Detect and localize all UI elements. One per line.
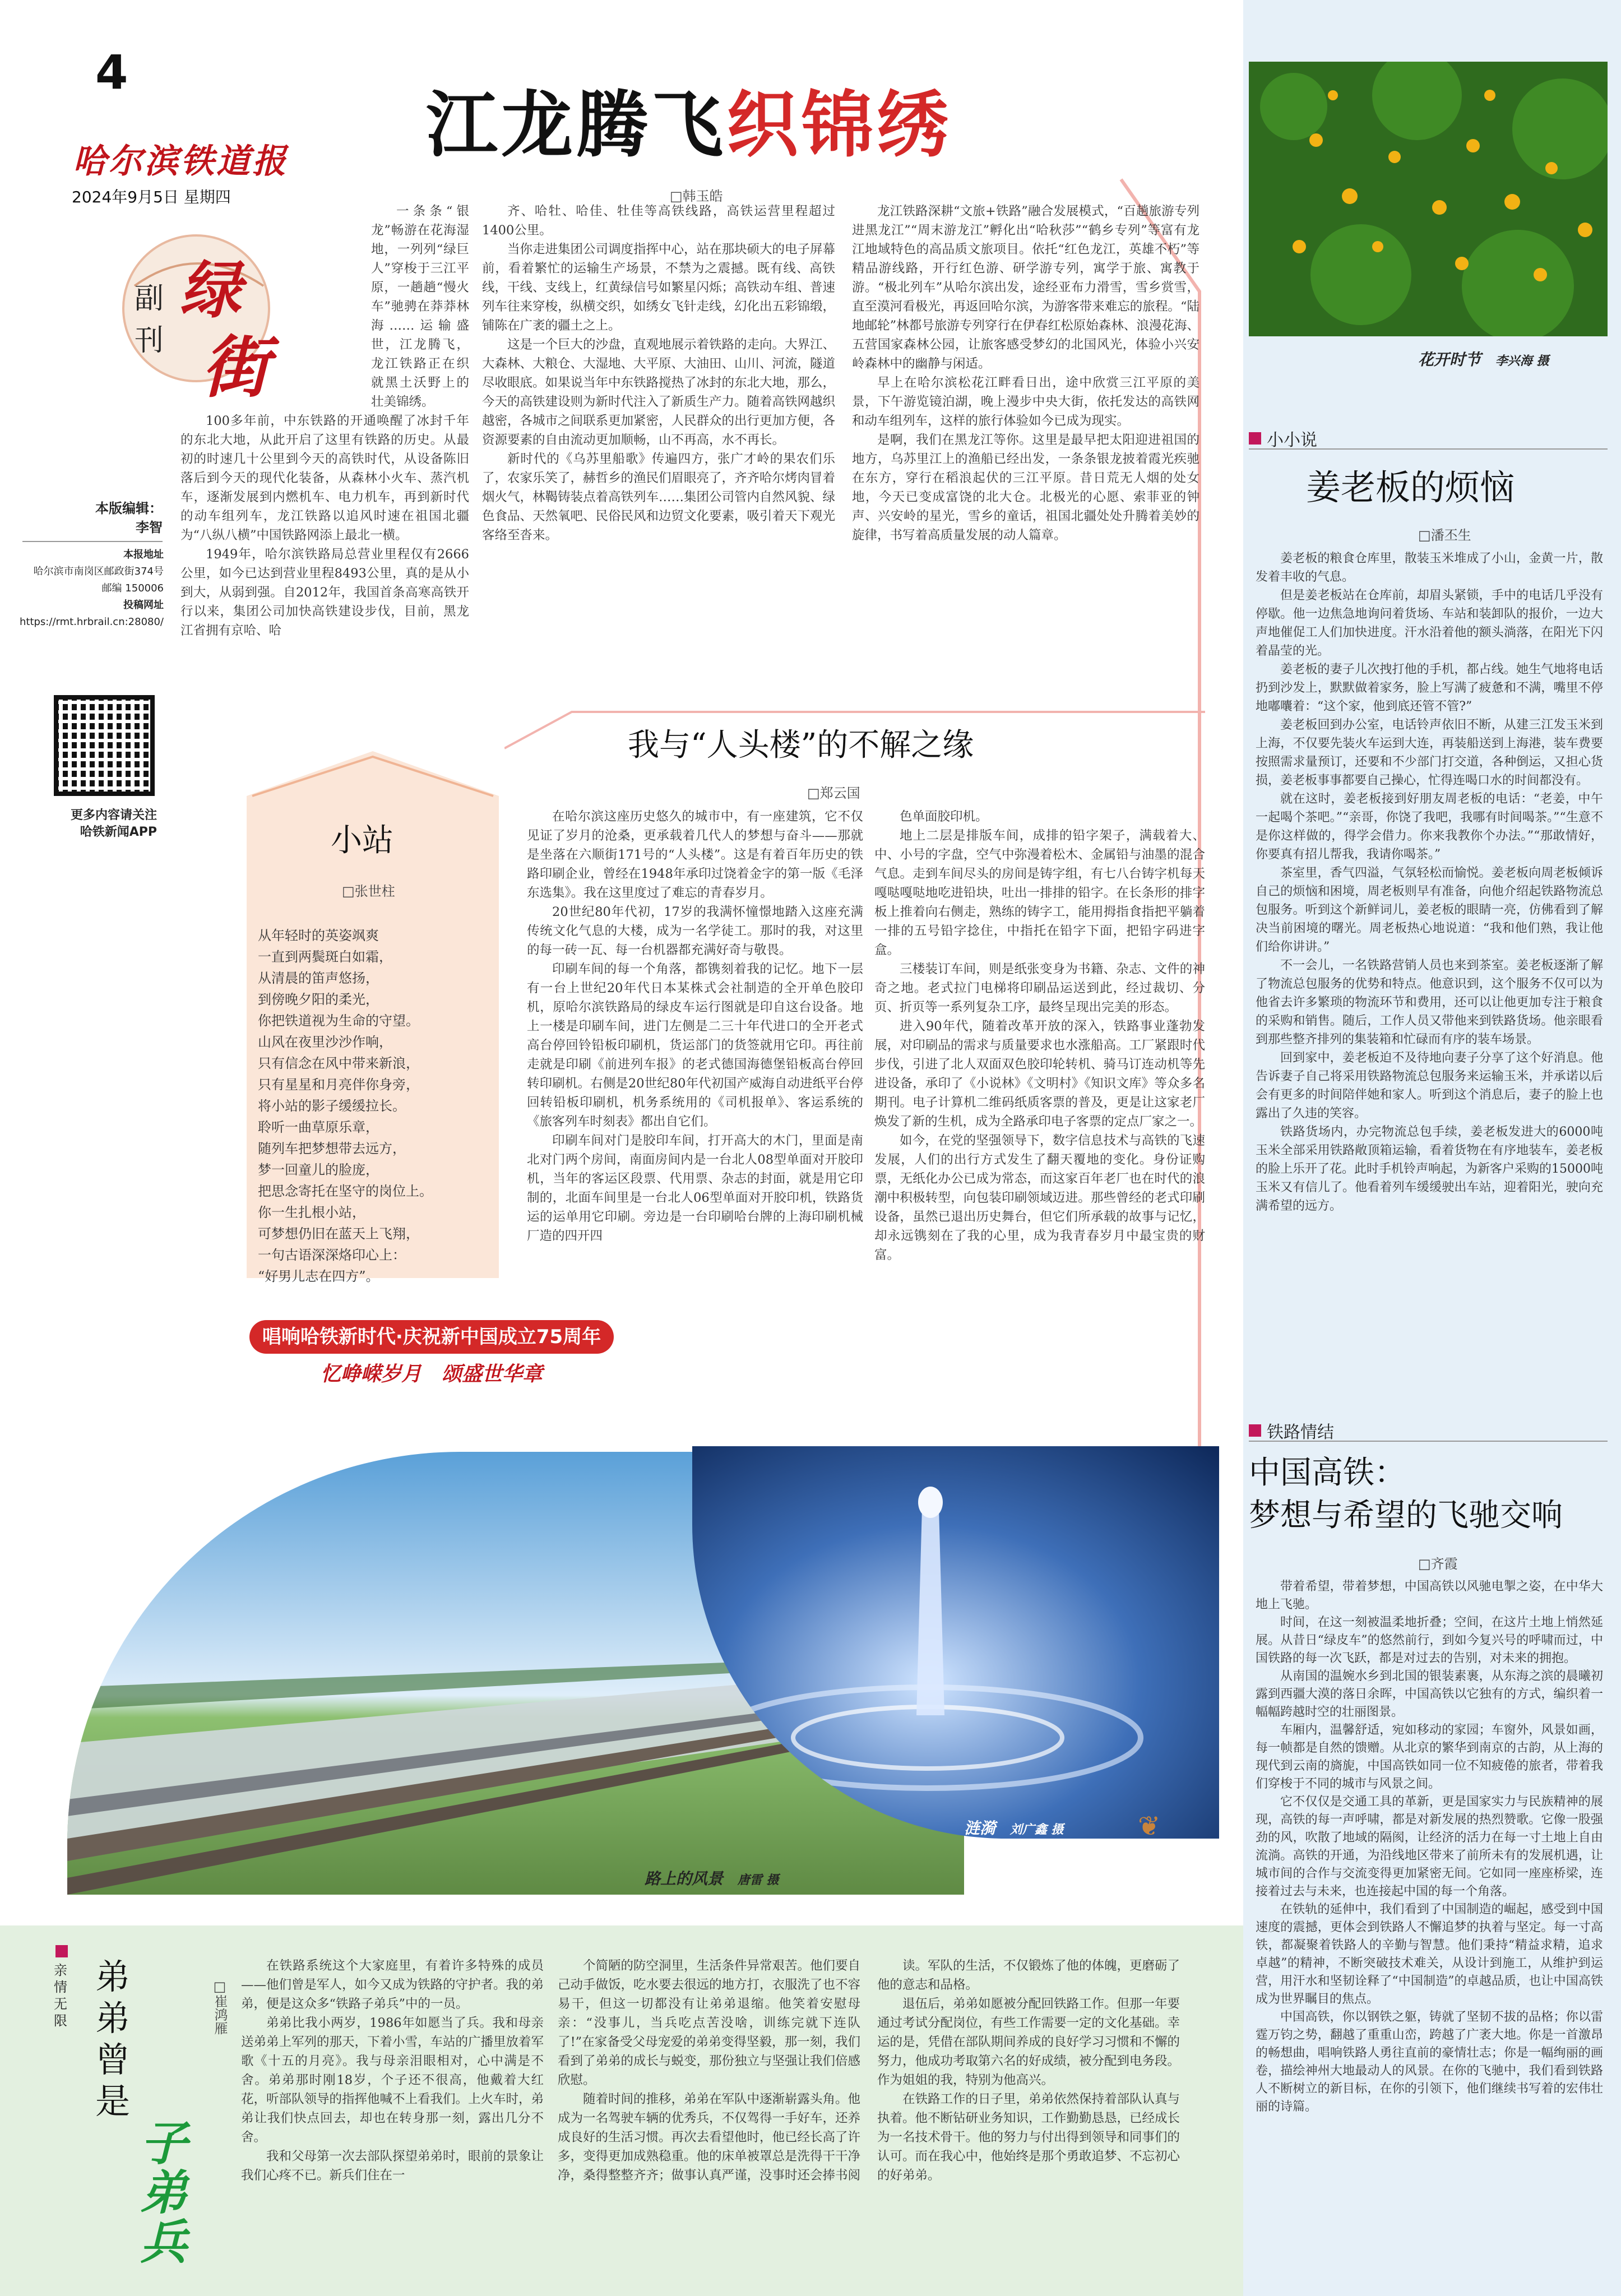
- jiang-body: [1256, 549, 1603, 1215]
- brother-col-2: [558, 1956, 860, 2185]
- brother-col-1: [241, 1956, 544, 2185]
- poem-title: 小站: [331, 822, 393, 859]
- banner-line-1: 唱响哈铁新时代·庆祝新中国成立75周年: [249, 1320, 614, 1354]
- paragraph: 进入90年代，随着改革开放的深入，铁路事业蓬勃发展，对印刷品的需求与质量要求也水涨船高。工厂紧跟时代步伐，引进了北人双面双色胶印轮转机、骑马订连动机等先进设备，承印了《小说林》《文明村》《知识文库》等众多名期刊。电子计算机二维码纸质客票的普及，更是让这家老厂焕发了新的生机，成为全路承印电子客票的定点厂家之一。: [874, 1019, 1205, 1129]
- section-label-jie: 街: [202, 328, 269, 407]
- brother-title-char: 弟: [95, 1956, 131, 1997]
- tag-square-icon: [55, 1945, 68, 1957]
- rail-photo-caption: [645, 1867, 779, 1889]
- paragraph: 色单面胶印机。: [900, 809, 988, 824]
- section-label-fu: 副: [135, 282, 164, 316]
- brother-title-char: 兵: [140, 2214, 188, 2270]
- address-line: 本报地址: [123, 549, 164, 561]
- paragraph: 带着希望，带着梦想，中国高铁以风驰电掣之姿，在中华大地上飞驰。: [1256, 1580, 1603, 1612]
- poem-line: 山风在夜里沙沙作响，: [258, 1034, 392, 1050]
- brother-title-char: 子: [140, 2116, 188, 2171]
- brother-tag: [54, 1945, 70, 2029]
- splash-caption-author: 刘广鑫 摄: [1009, 1823, 1064, 1837]
- poem-line: “好男儿志在四方”。: [258, 1269, 379, 1284]
- splash-caption-title: 涟漪: [964, 1819, 996, 1837]
- poem-line: 只有星星和月亮伴你身旁，: [258, 1077, 419, 1093]
- poem-line: 聆听一曲草原乐章，: [258, 1119, 379, 1135]
- tag-square-icon: [1249, 432, 1261, 445]
- gaotie-title-line: 中国高铁：: [1249, 1455, 1406, 1491]
- brother-byline: □崔鸿雁: [212, 1979, 228, 2035]
- poem-body: [258, 925, 493, 1287]
- paragraph: 1949年，哈尔滨铁路局总营业里程仅有2666公里，如今已达到营业里程8493公里，真的是从小到大，从弱到强。自2012年，我国首条高寒高铁开行以来，集团公司加快高铁建设步伐，目前，黑龙江省拥有京哈、哈: [180, 547, 469, 638]
- title-red: 织锦绣: [726, 83, 952, 167]
- paragraph: 地上二层是排版车间，成排的铅字架子，满载着大、中、小号的字盘，空气中弥漫着松木、金属铅与油墨的混合气息。走到车间尽头的房间是铸字组，有七八台铸字机每天嘎哒嘎哒地吃进铅块，吐出一排排的铅字。在长条形的排字板上推着向右侧走，熟练的铸字工，能用拇指食指把平躺着一排的五号铅字捻住，中指托在铅字下面，把铅字码进字盒。: [874, 828, 1205, 957]
- poem-line: 你把铁道视为生命的守望。: [258, 1013, 419, 1029]
- paragraph: 在铁路系统这个大家庭里，有着许多特殊的成员——他们曾是军人，如今又成为铁路的守护者。我的弟弟，便是这众多“铁路子弟兵”中的一员。: [241, 1959, 544, 2011]
- poem-line: 只有信念在风中带来新浪，: [258, 1056, 419, 1071]
- gaotie-title: [1249, 1452, 1563, 1537]
- brother-tag-char: 无: [54, 1996, 67, 2012]
- tag-square-icon: [1249, 1424, 1261, 1437]
- rail-caption-author: 唐雷 摄: [737, 1873, 779, 1887]
- rail-caption-title: 路上的风景: [645, 1869, 724, 1888]
- page-number: 4: [95, 45, 128, 100]
- paragraph: 在铁路工作的日子里，弟弟依然保持着部队认真与执着。他不断钻研业务知识，工作勤勤恳恳，已经成长为一名技术骨干。他的努力与付出得到领导和同事们的认可。而在我心中，他始终是那个勇敢追梦、不忘初心的好弟弟。: [877, 2092, 1180, 2183]
- gaotie-byline: □齐霞: [1418, 1556, 1458, 1572]
- gaotie-tag: [1249, 1418, 1334, 1443]
- poem-line: 把思念寄托在坚守的岗位上。: [258, 1183, 433, 1199]
- renmin-title: 我与“人头楼”的不解之缘: [628, 727, 974, 763]
- main-article-byline: □韩玉皓: [670, 188, 723, 204]
- section-label-lv: 绿: [179, 254, 241, 326]
- poem-line: 到傍晚夕阳的柔光，: [258, 992, 379, 1007]
- paragraph: 姜老板回到办公室，电话铃声依旧不断，从建三江发玉米到上海，不仅要先装火车运到大连，再装船送到上海港，装车费要按照需求量预订，还要和不少部门打交道，各种倒运，又担心货损，姜老板事事都要自己操心，忙得连喝口水的时间都没有。: [1256, 718, 1603, 788]
- paragraph: 姜老板的妻子儿次拽打他的手机，都占线。她生气地将电话扔到沙发上，默默做着家务，脸上写满了疲惫和不满，嘴里不停地嘟囔着：“这个家，他到底还管不管?”: [1256, 663, 1603, 714]
- gaotie-tag-rule: [1249, 1441, 1608, 1442]
- paragraph: 在铁轨的延伸中，我们看到了中国制造的崛起，感受到中国速度的震撼，更体会到铁路人不懈追梦的执着与坚定。每一寸高铁，都凝聚着铁路人的辛勤与智慧。他们秉持“精益求精，追求卓越”的精神，不断突破技术难关，从设计到施工，从维护到运营，用汗水和坚韧诠释了“中国制造”的卓越品质，也让中国高铁成为世界瞩目的焦点。: [1256, 1902, 1603, 2006]
- poem-line: 一直到两鬓斑白如霜，: [258, 949, 392, 965]
- paper-name: 哈尔滨铁道报: [73, 142, 288, 181]
- paragraph: 它不仅仅是交通工具的革新，更是国家实力与民族精神的展现，高铁的每一声呼啸，都是对新发展的热烈赞歌。它像一股强劲的风，吹散了地域的隔阂，让经济的活力在每一寸土地上自由流淌。高铁的开通，为沿线地区带来了前所未有的发展机遇，让城市间的合作与交流变得更加紧密无间。它如同一座座桥梁，连接着过去与未来，也连接起中国的每一个角落。: [1256, 1795, 1603, 1899]
- flower-photo-caption: [1418, 348, 1549, 370]
- poem-line: 从年轻时的英姿飒爽: [258, 928, 379, 943]
- gaotie-body: [1256, 1578, 1603, 2116]
- paragraph: 龙江铁路深耕“文旅+铁路”融合发展模式，“百趟旅游专列进黑龙江”“周末游龙江”孵化出“哈秋莎”“鹤乡专列”等富有龙江地域特色的高品质文旅项目。依托“红色龙江，英雄不朽”等精品游线路，开行红色游、研学游专列，寓学于旅、寓教于游。“极北列车”从哈尔滨出发，途经亚布力滑雪，雪乡赏雪，直至漠河看极光，再返回哈尔滨，为游客带来难忘的旅程。“陆地邮轮”林都号旅游专列穿行在伊春红松原始森林、浪漫花海、五营国家森林公园，让旅客感受梦幻的北国风光，体验小兴安岭森林中的幽静与闲适。: [852, 204, 1199, 371]
- brother-col-3: [877, 1956, 1180, 2185]
- paragraph: 这是一个巨大的沙盘，直观地展示着铁路的走向。大界江、大森林、大粮仓、大湿地、大平原、大油田、山川、河流，隧道尽收眼底。如果说当年中东铁路搅热了冰封的东北大地，那么，今天的高铁建设则为新时代注入了新质生产力。随着高铁网越织越密，各城市之间联系更加紧密，人民群众的出行更加方便，各资源要素的自由流动更加顺畅，山不再高，水不再长。: [482, 337, 836, 447]
- flower-caption-title: 花开时节: [1418, 350, 1481, 369]
- issue-date: 2024年9月5日 星期四: [72, 188, 231, 206]
- editor-name: 李智: [136, 520, 163, 535]
- sidebar-rule: [22, 541, 163, 542]
- jiang-byline: □潘丕生: [1418, 527, 1471, 543]
- paragraph: 印刷车间对门是胶印车间，打开高大的木门，里面是南北对门两个房间，南面房间内是一台北人08型单面对开胶印机，当年的客运区段票、代用票、杂志的封面，就是用它印制的，北面车间里是一台北人06型单面对开胶印机，铁路货运的运单用它印刷。旁边是一台印刷哈台牌的上海印刷机械厂造的四开四: [527, 1133, 863, 1243]
- paragraph: 读。军队的生活，不仅锻炼了他的体魄，更磨砺了他的意志和品格。: [877, 1959, 1180, 1992]
- splash-photo-caption: [964, 1816, 1063, 1839]
- poem-line: 从清晨的笛声悠扬，: [258, 970, 379, 986]
- paragraph: 100多年前，中东铁路的开通唤醒了冰封千年的东北大地，从此开启了这里有铁路的历史。从最初的时速几十公里到今天的高铁时代，从设备陈旧落后到今天的现代化装备，从森林小火车、蒸汽机车，逐渐发展到内燃机车、电力机车，再到新时代的动车组列车，龙江铁路以追风时速在祖国北疆为“八纵八横”中国铁路网添上最北一横。: [180, 414, 469, 543]
- poem-line: 将小站的影子缓缓拉长。: [258, 1098, 406, 1114]
- paragraph: 在哈尔滨这座历史悠久的城市中，有一座建筑，它不仅见证了岁月的沧桑，更承载着几代人的梦想与奋斗——那就是坐落在六顺街171号的“人头楼”。这是有着百年历史的铁路印刷企业，曾经在1948年承印过饶着金字的第一版《毛泽东选集》。我在这里度过了难忘的青春岁月。: [527, 809, 863, 900]
- banner-line-2: 忆峥嵘岁月 颂盛世华章: [320, 1362, 543, 1386]
- address-line: 哈尔滨市南岗区邮政街374号: [33, 566, 164, 577]
- gaotie-tag-label: 铁路情结: [1267, 1423, 1334, 1442]
- paragraph: 车厢内，温馨舒适，宛如移动的家园；车窗外，风景如画，每一帧都是自然的馈赠。从北京的繁华到南京的古韵，从上海的现代到云南的旖旎，中国高铁如同一位不知疲倦的旅者，带着我们穿梭于不同的城市与风景之间。: [1256, 1723, 1603, 1791]
- title-black: 江龙腾飞: [426, 83, 727, 167]
- paragraph: 中国高铁，你以钢铁之躯，铸就了坚韧不拔的品格；你以雷霆万钧之势，翻越了重重山峦，跨越了广袤大地。你是一首激昂的畅想曲，唱响铁路人勇往直前的豪情壮志；你是一幅绚丽的画卷，描绘神州大地最动人的风景。在你的飞驰中，我们看到铁路人不断树立的新目标，在你的引领下，他们继续书写着的宏伟壮丽的诗篇。: [1256, 2010, 1603, 2114]
- paragraph: 但是姜老板站在仓库前，却眉头紧锁，手中的电话几乎没有停歇。他一边焦急地询问着货场、车站和装卸队的报价，一边大声地催促工人们加快进度。汗水沿着他的额头淌落，在阳光下闪着晶莹的光。: [1256, 589, 1603, 658]
- brother-title-green: [140, 2116, 191, 2270]
- renmin-col-1: [527, 807, 863, 1246]
- main-article-title: [426, 67, 952, 170]
- brother-title-char: 弟: [95, 1998, 131, 2039]
- paragraph: 姜老板的粮食仓库里，散装玉米堆成了小山，金黄一片，散发着丰收的气息。: [1256, 552, 1603, 584]
- brother-title: [95, 1956, 140, 2122]
- paragraph: 铁路货场内，办完物流总包手续，姜老板发进大的6000吨玉米全部采用铁路敞顶箱运输，看着货物在有序地装车，姜老板的脸上乐开了花。此时手机铃声响起，为新客户采购的15000吨玉米又有信儿了。他看着列车缓缓驶出车站，迎着阳光，驶向充满希望的远方。: [1256, 1125, 1603, 1213]
- brother-title-char: 弟: [140, 2165, 188, 2220]
- qr-caption-line: 哈铁新闻APP: [80, 825, 157, 839]
- poem-line: 梦一回童儿的脸庞，: [258, 1162, 379, 1178]
- paragraph: 如今，在党的坚强领导下，数字信息技术与高铁的飞速发展，人们的出行方式发生了翻天覆地的变化。身份证购票，无纸化办公已成为常态，而这家百年老厂也在时代的浪潮中积极转型，向包装印刷领域迈进。那些曾经的老式印刷设备，虽然已退出历史舞台，但它们所承载的故事与记忆，却永远镌刻在了我的心里，成为我青春岁月中最宝贵的财富。: [874, 1133, 1205, 1262]
- qr-caption: [22, 807, 157, 841]
- flower-photo: [1249, 62, 1608, 336]
- address-line: 投稿网址: [123, 599, 164, 611]
- poem-line: 你一生扎根小站，: [258, 1205, 365, 1220]
- main-col-1: [180, 202, 469, 640]
- paragraph: 我和父母第一次去部队探望弟弟时，眼前的景象让我们心疼不已。新兵们住在一: [241, 2149, 544, 2183]
- jiang-title: 姜老板的烦恼: [1306, 467, 1515, 508]
- section-label-kan: 刊: [135, 324, 164, 358]
- paragraph: 弟弟比我小两岁，1986年如愿当了兵。我和母亲送弟弟上军列的那天，下着小雪，车站的广播里放着军歌《十五的月亮》。我与母亲泪眼相对，心中满是不舍。弟弟那时刚18岁，个子还不很高，他戴着大红花，听部队领导的指挥他喊不上看我们。上火车时，弟弟让我们快点回去，却也在转身那一刻，露出几分不舍。: [241, 2016, 544, 2145]
- poem-line: 可梦想仍旧在蓝天上飞翔，: [258, 1226, 419, 1242]
- paragraph: 早上在哈尔滨松花江畔看日出，途中欣赏三江平原的美景，下午游览镜泊湖，晚上漫步中央大街，依托发达的高铁网和动车组列车，这样的旅行体验如今已成为现实。: [852, 376, 1199, 428]
- editor-label: 本版编辑：: [95, 501, 163, 516]
- paragraph: 是啊，我们在黑龙江等你。这里是最早把太阳迎进祖国的地方，乌苏里江上的渔船已经出发，一条条银龙披着霞光疾驰在东方，穿行在稻浪起伏的三江平原。昔日荒无人烟的处女地，今天已变成富饶的北大仓。北极光的心愿、索菲亚的钟声、兴安岭的星光，雪乡的童话，祖国北疆处处升腾着美妙的旋律，书写着高质量发展的动人篇章。: [852, 433, 1199, 543]
- flower-field-icon: [1249, 62, 1608, 336]
- poem-byline: □张世柱: [342, 883, 395, 899]
- paragraph: 时间，在这一刻被温柔地折叠；空间，在这片土地上悄然延展。从昔日“绿皮车”的悠然前行，到如今复兴号的呼啸而过，中国铁路的每一次飞跃，都是对过去的告别，对未来的拥抱。: [1256, 1615, 1603, 1665]
- paragraph: 退伍后，弟弟如愿被分配回铁路工作。但那一年要通过考试分配岗位，有些工作需要一定的文化基础。幸运的是，凭借在部队期间养成的良好学习习惯和不懈的努力，他成功考取第六名的好成绩，被分配到电务段。作为姐姐的我，特别为他高兴。: [877, 1997, 1180, 2087]
- paragraph: 茶室里，香气四溢，气氛轻松而愉悦。姜老板向周老板倾诉自己的烦恼和困境，周老板则早有准备，向他介绍起铁路物流总包服务。听到这个新鲜词儿，姜老板的眼睛一亮，仿佛看到了解决当前困境的曙光。周老板热心地说道：“我和他们熟，我让他们给你讲讲。”: [1256, 866, 1603, 954]
- paragraph: 就在这时，姜老板接到好朋友周老板的电话：“老姜，中午一起喝个茶吧。”“亲哥，你饶了我吧，我哪有时间喝茶。”“生意不是你这样做的，得学会借力。你来我教你个办法。”“那敢情好，你要真有招儿帮我，我请你喝茶。”: [1256, 792, 1603, 862]
- jiang-tag-label: 小小说: [1267, 430, 1317, 450]
- address-block: [11, 547, 164, 631]
- paragraph: 新时代的《乌苏里船歌》传遍四方，张广才岭的果农们乐了，农家乐笑了，赫哲乡的渔民们眉眼亮了，齐齐哈尔烤肉冒着烟火气，林鞨铸装点着高铁列车……集团公司管内自然风貌、绿色食品、天然氧吧、民俗民风和边贸文化要素，吸引着天下观光客络至沓来。: [482, 452, 836, 543]
- paragraph: 当你走进集团公司调度指挥中心，站在那块硕大的电子屏幕前，看着繁忙的运输生产场景，不禁为之震撼。既有线、高铁线，干线、支线上，红黄绿信号如繁星闪烁；高铁动车组、普速列车往来穿梭，纵横交织，如绣女飞针走线，幻化出五彩锦缎，铺陈在广袤的疆土之上。: [482, 242, 836, 333]
- brother-title-char: 曾: [95, 2039, 131, 2080]
- renmin-col-2: [874, 807, 1205, 1265]
- main-col-3: [852, 202, 1199, 545]
- paragraph: 一条条“银龙”畅游在花海湿地，一列列“绿巨人”穿梭于三江平原，一趟趟“慢火车”驰骋在莽莽林海……运输盛世，江龙腾飞，龙江铁路正在织就黑土沃野上的壮美锦绣。: [371, 204, 469, 409]
- qr-finder-icon: [54, 695, 155, 796]
- gaotie-title-line: 梦想与希望的飞驰交响: [1249, 1497, 1563, 1534]
- poem-line: 随列车把梦想带去远方，: [258, 1141, 406, 1156]
- renmin-byline: □郑云国: [807, 785, 860, 801]
- paragraph: 不一会儿，一名铁路营销人员也来到茶室。姜老板逐渐了解了物流总包服务的优势和特点。他意识到，这个服务不仅可以为他省去许多繁琐的物流环节和费用，还可以让他更加专注于粮食的采购和销售。随后，工作人员又带他来到铁路货场。他亲眼看到那些整齐排列的集装箱和忙碌而有序的装车场景。: [1256, 959, 1603, 1047]
- jiang-tag: [1249, 426, 1317, 451]
- paragraph: 齐、哈牡、哈佳、牡佳等高铁线路，高铁运营里程超过1400公里。: [482, 204, 835, 238]
- leaf-decoration-icon: ❦: [1138, 1811, 1161, 1842]
- jiang-tag-rule: [1249, 448, 1608, 450]
- paragraph: 三楼装订车间，则是纸张变身为书籍、杂志、文件的神奇之地。老式拉门电梯将印刷品运送到此，经过裁切、分页、折页等一系列复杂工序，最终呈现出完美的形态。: [874, 962, 1205, 1015]
- brother-tag-char: 情: [54, 1979, 67, 1995]
- brother-tag-char: 亲: [54, 1962, 67, 1978]
- poem-line: 一句古语深深烙印心上：: [258, 1247, 406, 1263]
- address-line: 邮编 150006: [101, 582, 164, 594]
- paragraph: 个简陋的防空洞里，生活条件异常艰苦。他们要自己动手做饭，吃水要去很远的地方打，衣服洗了也不容易干，但这一切都没有让弟弟退缩。他笑着安慰母亲：“没事儿，当兵吃点苦没啥，训练完就下连队了!”在家备受父母宠爱的弟弟变得坚毅，那一刻，我们看到了弟弟的成长与蜕变，那份独立与坚强让我们倍感欣慰。: [558, 1959, 861, 2087]
- paragraph: 回到家中，姜老板迫不及待地向妻子分享了这个好消息。他告诉妻子自己将采用铁路物流总包服务来运输玉米，并承诺以后会有更多的时间陪伴她和家人。听到这个消息后，妻子的脸上也露出了久违的笑容。: [1256, 1051, 1603, 1121]
- qr-caption-line: 更多内容请关注: [70, 808, 157, 822]
- paragraph: 20世纪80年代初，17岁的我满怀憧憬地踏入这座充满传统文化气息的大楼，成为一名学徒工。那时的我，对这里的每一砖一瓦、每一台机器都充满好奇与敬畏。: [527, 905, 863, 957]
- brother-tag-char: 限: [54, 2013, 67, 2029]
- editor-info: [78, 499, 163, 537]
- anniversary-banner: [249, 1320, 614, 1387]
- brother-title-char: 是: [95, 2081, 131, 2122]
- paragraph: 从南国的温婉水乡到北国的银装素裹，从东海之滨的晨曦初露到西疆大漠的落日余晖，中国高铁以它独有的方式，编织着一幅幅跨越时空的壮丽图景。: [1256, 1669, 1603, 1719]
- paragraph: 印刷车间的每一个角落，都镌刻着我的记忆。地下一层有一台上世纪20年代日本某株式会社制造的全开单色胶印机，原哈尔滨铁路局的绿皮车运行图就是印自这台设备。地上一楼是印刷车间，进门左侧是二三十年代进口的全开老式高台停回铃铅板印刷机，货运部门的货签就用它印。再往前走就是印刷《前进列车报》的老式德国海德堡铅板高台停回转印刷机。右侧是20世纪80年代初国产威海自动进纸平台停回转铅板印刷机，机务系统用的《司机报单》、客运系统的《旅客列车时刻表》都出自它们。: [527, 962, 863, 1129]
- paragraph: 随着时间的推移，弟弟在军队中逐渐崭露头角。他成为一名驾驶车辆的优秀兵，不仅驾得一手好车，还养成良好的生活习惯。再次去看望他时，他已经长高了许多，变得更加成熟稳重。他的床单被罩总是洗得干干净净，桑得整整齐齐；做事认真严谨，没事时还会捧书阅: [558, 2092, 861, 2183]
- submission-url[interactable]: https://rmt.hrbrail.cn:28080/: [19, 616, 164, 628]
- main-col-2: [482, 202, 835, 545]
- flower-caption-author: 李兴海 摄: [1495, 354, 1549, 368]
